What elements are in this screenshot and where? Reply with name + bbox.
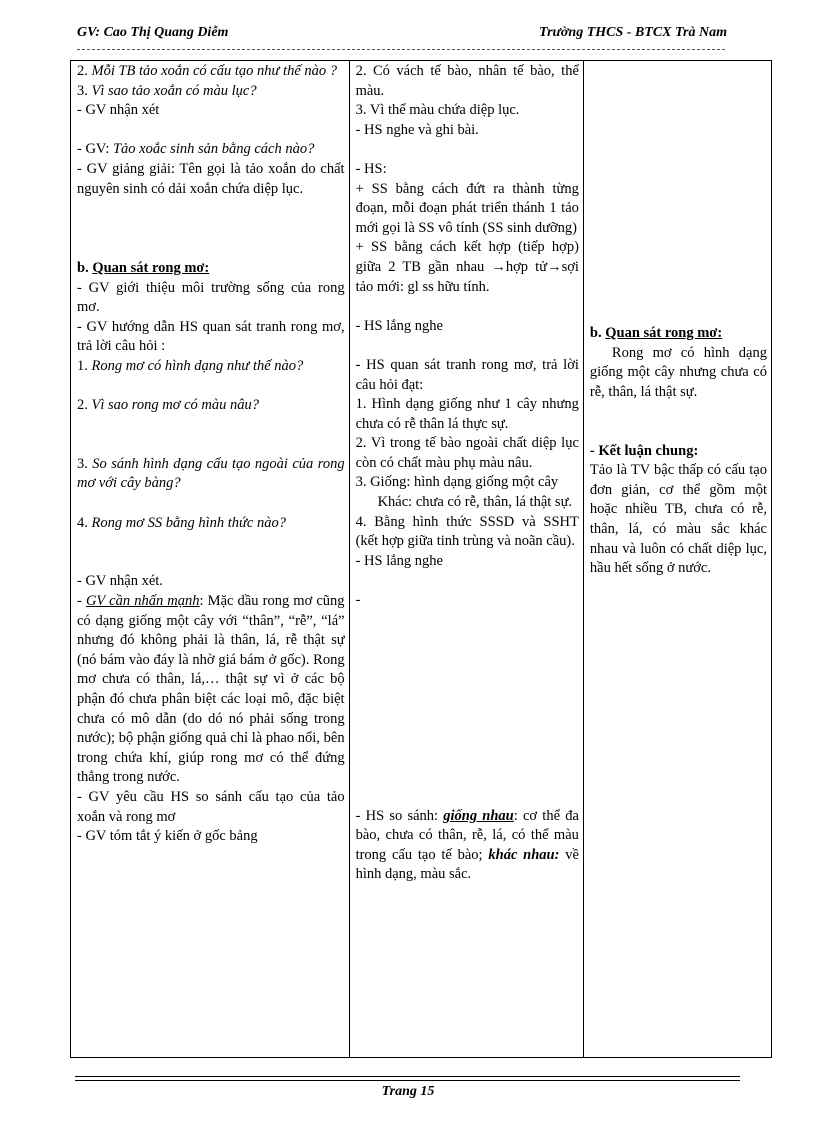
teacher-summary: - GV tóm tắt ý kiến ở gốc bảng	[77, 828, 258, 845]
rong-question-4: 4. Rong mơ SS bằng hình thức nào?	[77, 514, 286, 531]
conclusion-text: Tảo là TV bậc thấp có cấu tạo đơn giản, cơ thể gồm một hoặc nhiều TB, chưa có rễ, thân, lá, có màu sắc khác nhau và luôn có chất diệp lục, hầu hết sống ở nước.	[589, 462, 767, 577]
asexual-reproduction: + SS bằng cách đứt ra thành từng đoạn, mỗi đoạn phát triển thánh 1 tảo mới gọi là SS vô tính (SS sinh dưỡng)	[355, 180, 579, 236]
answer-3: 3. Vì thể màu chứa diệp lục.	[355, 102, 520, 119]
conclusion-heading: - Kết luận chung:	[589, 442, 699, 459]
header-teacher: GV: Cao Thị Quang Diễm	[77, 25, 229, 40]
rong-question-3: 3. So sánh hình dạng cấu tạo ngoài của rong mơ với cây bàng?	[77, 455, 345, 492]
teacher-emphasis: - GV cần nhấn mạnh: Mặc dầu rong mơ cũng có dạng giống một cây với “thân”, “rễ”, “lá” nhưng đó không phải là thân, lá, rễ thật sự (nó bám vào đáy là nhờ giá bám ở gốc). Rong mơ chưa có thân, lá,… thật sự vì ở các bộ phận đó chưa phân biệt các loại mô, đặc biệt chưa có mô dẫn (do dó nó phải sống trong nước); bộ phận giống quả chỉ là phao nổi, bên trong chứa khí, giúp rong mơ có thể đứng thẳng trong nước.	[77, 593, 345, 786]
header-rule	[77, 49, 725, 50]
blank-dash: -	[355, 592, 361, 609]
footer-rule-second	[75, 1080, 740, 1081]
teacher-activity-column	[71, 61, 350, 1058]
teacher-explanation: - GV giảng giải: Tên gọi là tảo xoắn do chất nguyên sinh có dải xoắn chứa diệp lục.	[77, 160, 345, 197]
lesson-table	[70, 60, 772, 1058]
page-header	[77, 22, 727, 42]
student-listen-1: - HS lắng nghe	[355, 317, 443, 334]
rong-question-2: 2. Vì sao rong mơ có màu nâu?	[77, 397, 260, 414]
teacher-remark: - GV nhận xét	[77, 102, 160, 119]
content-column	[583, 61, 771, 1058]
page-number: Trang 15	[381, 1084, 435, 1099]
footer-rule	[75, 1076, 740, 1077]
student-activity-column	[349, 61, 583, 1058]
rong-question-1: 1. Rong mơ có hình dạng như thế nào?	[77, 357, 304, 374]
answer-2: 2. Có vách tế bào, nhân tế bào, thể màu.	[355, 63, 579, 99]
answer-b3-same: 3. Giống: hình dạng giống một cây	[355, 474, 559, 491]
student-listen-2: - HS lắng nghe	[355, 552, 443, 569]
teacher-request: - GV yêu cầu HS so sánh cấu tạo của tảo xoắn và rong mơ	[77, 788, 345, 825]
sexual-reproduction: + SS bằng cách kết hợp (tiếp hợp) giữa 2 TB gần nhau →hợp tử→sợi tảo mới: gl ss hữu tính.	[355, 239, 579, 295]
header-school: Trường THCS - BTCX Trà Nam	[539, 25, 727, 40]
question-2: 2. Mỗi TB tảo xoắn có cấu tạo như thế nào ?	[77, 63, 338, 79]
student-observe: - HS quan sát tranh rong mơ, trả lời câu hỏi đạt:	[355, 356, 579, 393]
question-reproduction: - GV: Tảo xoắc sinh sản bằng cách nào?	[77, 141, 315, 158]
answer-b1: 1. Hình dạng giống như 1 cây nhưng chưa có rễ thân lá thực sự.	[355, 396, 579, 432]
answer-b4: 4. Bằng hình thức SSSD và SSHT (kết hợp giữa tinh trùng và noãn cầu).	[355, 513, 579, 550]
answer-b2: 2. Vì trong tế bào ngoài chất diệp lục còn có chất màu phụ màu nâu.	[355, 435, 579, 471]
content-rong-mo: Rong mơ có hình dạng giống một cây nhưng chưa có rễ, thân, lá thật sự.	[589, 344, 767, 400]
student-compare: - HS so sánh: giống nhau: cơ thể đa bào, chưa có thân, rễ, lá, có thể màu trong cấu tạo tế bào; khác nhau: về hình dạng, màu sắc.	[355, 807, 579, 883]
teacher-remark-2: - GV nhận xét.	[77, 573, 163, 590]
question-3: 3. Vì sao tảo xoắn có màu lục?	[77, 82, 257, 99]
answer-b3-diff: Khác: chưa có rễ, thân, lá thật sự.	[377, 494, 573, 511]
section-b-heading: b. Quan sát rong mơ:	[77, 259, 210, 276]
teacher-guide: - GV hướng dẫn HS quan sát tranh rong mơ, trả lời câu hỏi :	[77, 318, 345, 355]
content-b-heading: b. Quan sát rong mơ:	[589, 325, 723, 341]
teacher-intro: - GV giới thiệu môi trường sống của rong mơ.	[77, 279, 345, 316]
student-listen-note: - HS nghe và ghi bài.	[355, 121, 479, 138]
student-label: - HS:	[355, 160, 387, 177]
